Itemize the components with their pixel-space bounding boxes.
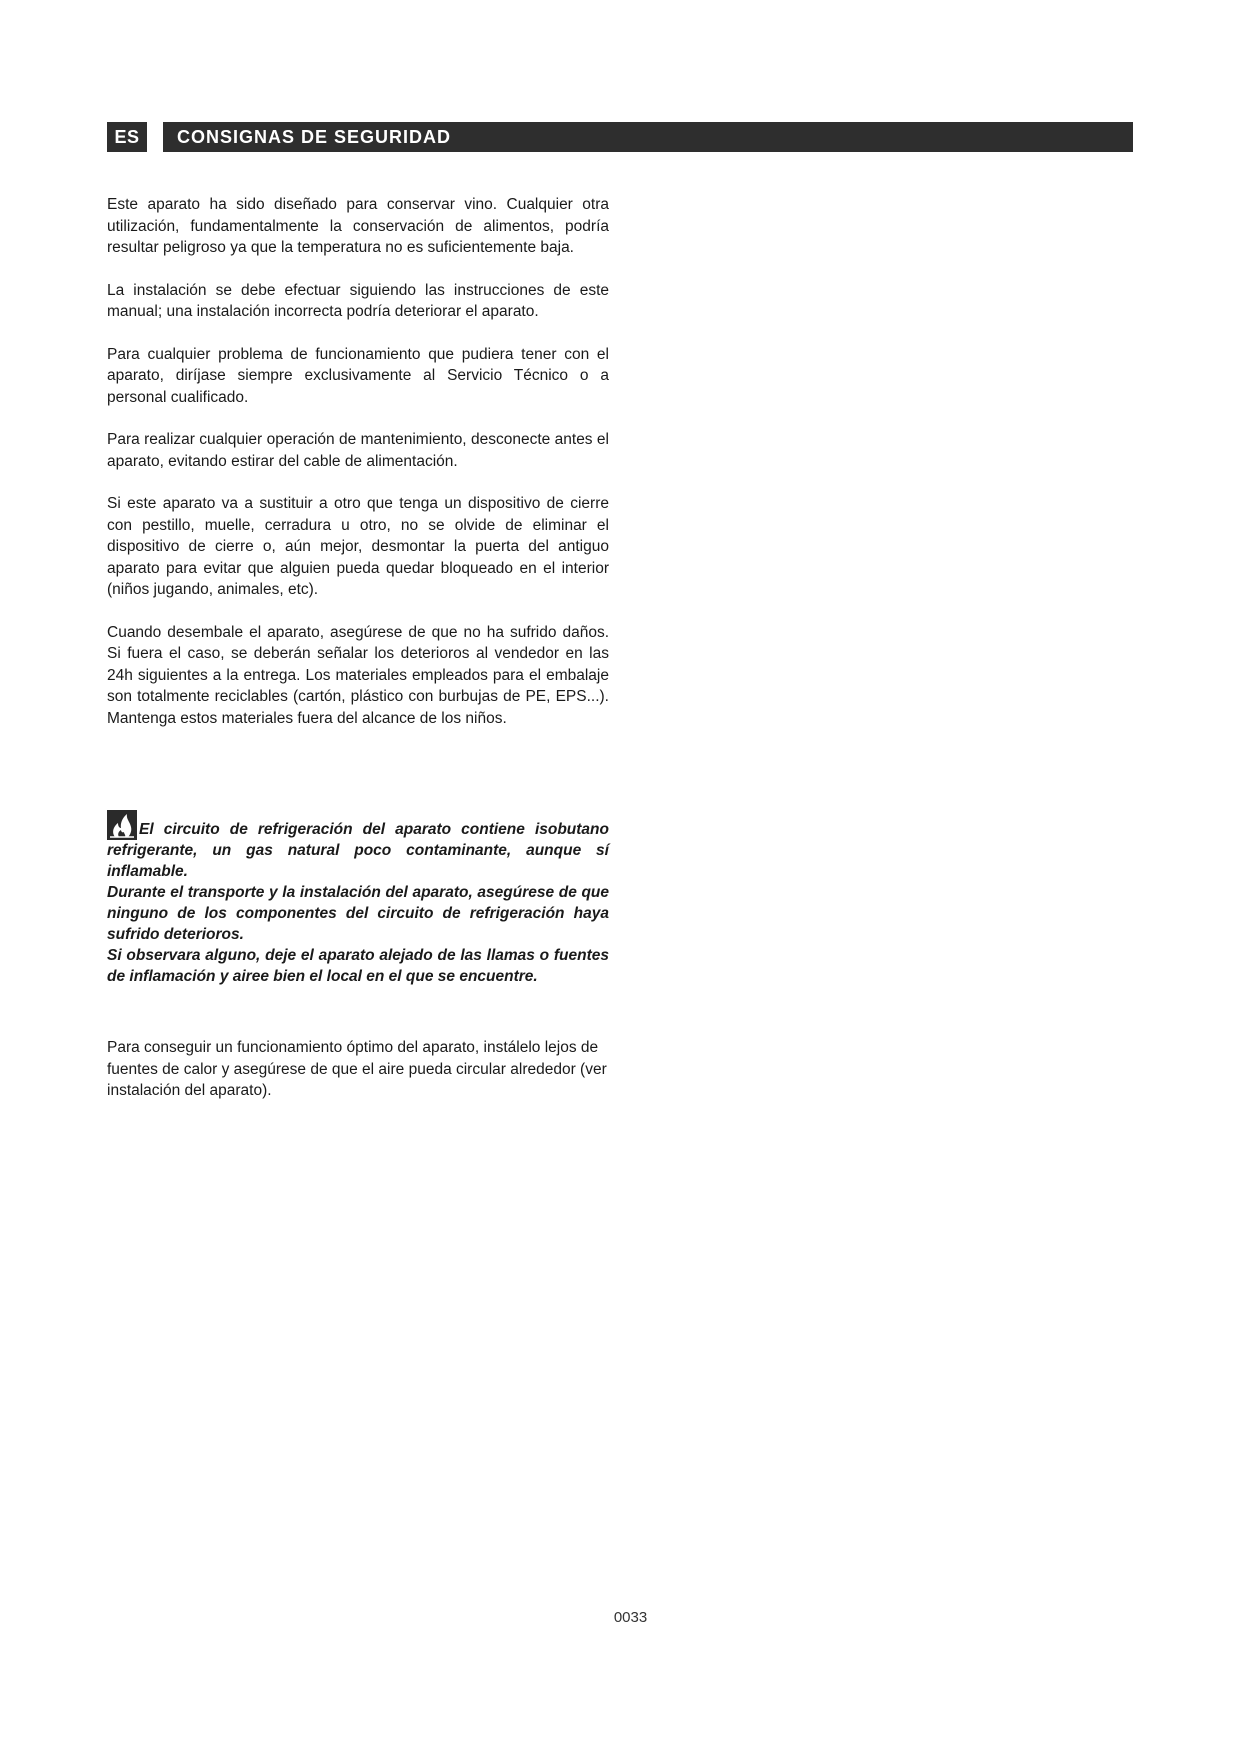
warning-line-2: Durante el transporte y la instalación del aparato, asegúrese de que ninguno de los componentes del circuito de refrigeración haya sufrido deterioros. (107, 884, 609, 943)
page-number: 0033 (613, 1609, 648, 1626)
paragraph-maintenance: Para realizar cualquier operación de mantenimiento, desconecte antes el aparato, evitando estirar del cable de alimentación. (107, 431, 609, 470)
paragraph-intended-use: Este aparato ha sido diseñado para conservar vino. Cualquier otra utilización, fundamentalmente la conservación de alimentos, podría resultar peligroso ya que la temperatura no es suficientemente baja. (107, 196, 609, 256)
safety-instructions (107, 194, 609, 729)
warning-line-1: El circuito de refrigeración del aparato contiene isobutano refrigerante, un gas natural poco contaminante, aunque sí inflamable. (107, 821, 609, 880)
paragraph-unpacking: Cuando desembale el aparato, asegúrese de que no ha sufrido daños. Si fuera el caso, se deberán señalar los deterioros al vendedor en las 24h siguientes a la entrega. Los materiales empleados para el embalaje son totalmente reciclables (cartón, plástico con burbujas de PE, EPS...). Mantenga estos materiales fuera del alcance de los niños. (107, 623, 609, 727)
paragraph-ventilation: Para conseguir un funcionamiento óptimo del aparato, instálelo lejos de fuentes de calor y asegúrese de que el aire pueda circular alrededor (ver instalación del aparato). (107, 1039, 607, 1099)
language-badge: ES (107, 122, 147, 152)
warning-line-3: Si observara alguno, deje el aparato alejado de las llamas o fuentes de inflamación y airee bien el local en el que se encuentre. (107, 947, 609, 985)
paragraph-service: Para cualquier problema de funcionamiento que pudiera tener con el aparato, diríjase siempre exclusivamente al Servicio Técnico o a personal cualificado. (107, 345, 609, 406)
paragraph-installation: La instalación se debe efectuar siguiendo las instrucciones de este manual; una instalación incorrecta podría deteriorar el aparato. (107, 281, 609, 320)
section-title: CONSIGNAS DE SEGURIDAD (163, 122, 1133, 152)
flammable-warning (107, 810, 609, 987)
section-header (107, 122, 147, 152)
flammable-icon (107, 810, 137, 840)
paragraph-replacement: Si este aparato va a sustituir a otro que tenga un dispositivo de cierre con pestillo, muelle, cerradura u otro, no se olvide de eliminar el dispositivo de cierre o, aún mejor, desmontar la puerta del antiguo aparato para evitar que alguien pueda quedar bloqueado en el interior (niños jugando, animales, etc). (107, 495, 609, 598)
